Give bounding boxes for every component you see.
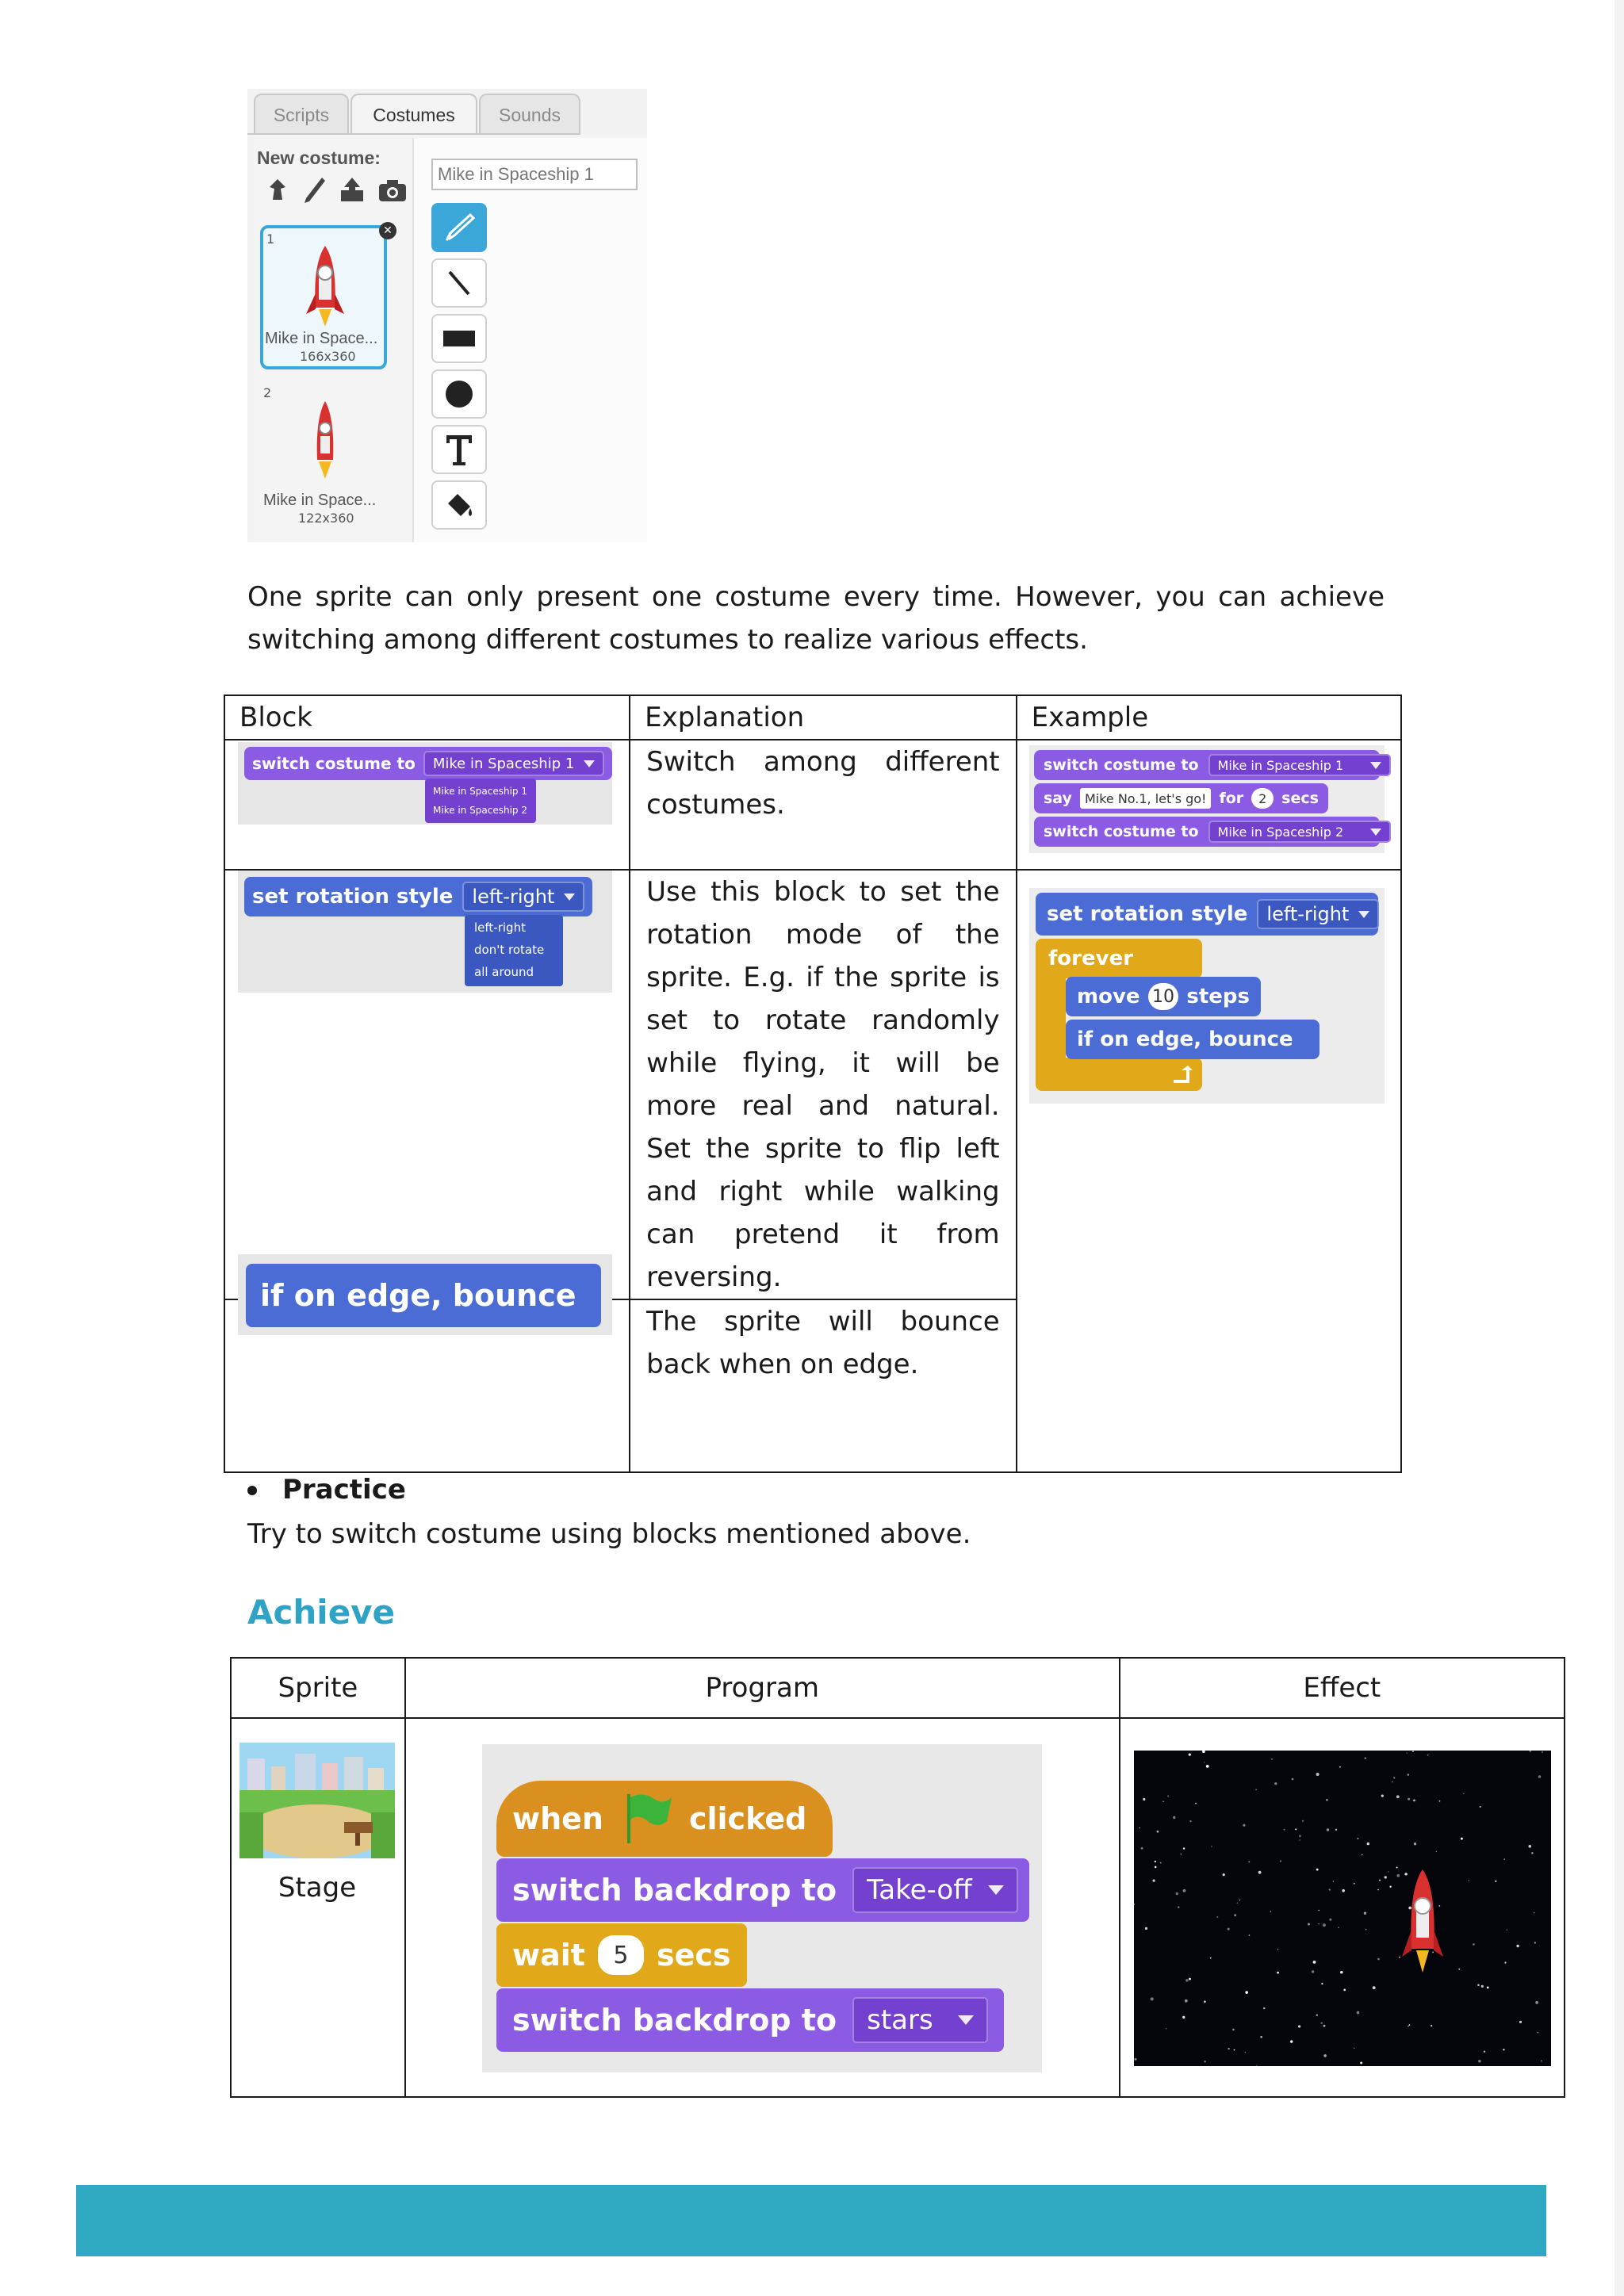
star: [1340, 1971, 1342, 1973]
star: [1139, 1827, 1140, 1829]
star: [1210, 1957, 1212, 1959]
backdrop-dropdown[interactable]: [852, 1997, 988, 2043]
column-header-block: Block: [224, 695, 630, 740]
costume-dropdown[interactable]: [423, 751, 604, 776]
when-flag-clicked-block[interactable]: [496, 1781, 833, 1857]
star: [1427, 1755, 1429, 1756]
star: [1271, 1758, 1272, 1759]
effect-stage-image: [1134, 1751, 1551, 2066]
block-text: switch costume to: [1044, 756, 1199, 774]
star: [1302, 1820, 1304, 1822]
block-text: set rotation style: [252, 885, 454, 909]
costume-menu: [425, 779, 536, 823]
star: [1204, 2061, 1205, 2062]
star: [1155, 1861, 1156, 1862]
loop-arrow-icon: [1170, 1064, 1194, 1085]
block-text: forever: [1048, 947, 1134, 970]
block-text: set rotation style: [1047, 902, 1248, 926]
star: [1458, 1969, 1460, 1970]
star: [1135, 2058, 1137, 2061]
star: [1263, 2007, 1265, 2009]
ellipse-icon: [443, 378, 475, 410]
star: [1329, 1919, 1331, 1921]
costume-size: 122x360: [298, 511, 354, 526]
camera-icon[interactable]: [377, 176, 408, 205]
move-steps-block[interactable]: [1066, 977, 1261, 1016]
star: [1183, 1847, 1185, 1849]
star: [1299, 1835, 1301, 1837]
star: [1438, 1905, 1440, 1907]
menu-item[interactable]: all around: [474, 965, 534, 979]
star: [1204, 2000, 1206, 2003]
star: [1228, 1928, 1230, 1931]
example-costume-script: [1029, 745, 1385, 853]
page-edge: [1614, 0, 1624, 2296]
steps-label: steps: [1186, 985, 1250, 1008]
star: [1316, 2015, 1318, 2016]
star: [1338, 1927, 1339, 1928]
star: [1274, 1782, 1277, 1785]
star: [1185, 1999, 1188, 2003]
star: [1185, 1979, 1189, 1982]
star: [1365, 1929, 1367, 1931]
star: [1189, 1820, 1191, 1822]
star: [1503, 2049, 1504, 2050]
costume-number: 2: [263, 385, 272, 400]
star: [1478, 2060, 1480, 2062]
star: [1365, 1758, 1366, 1759]
star: [1155, 1866, 1157, 1869]
star: [1381, 1795, 1384, 1797]
when-label: when: [512, 1801, 603, 1836]
chevron-down-icon: [1358, 911, 1369, 918]
paint-brush-icon[interactable]: [303, 176, 327, 205]
star: [1182, 2016, 1185, 2019]
star: [1531, 1852, 1533, 1854]
switch-costume-block[interactable]: [1034, 750, 1380, 780]
star: [1408, 1774, 1410, 1776]
star: [1176, 1892, 1178, 1895]
star: [1258, 1871, 1262, 1874]
star: [1321, 2022, 1323, 2024]
star: [1519, 2021, 1522, 2023]
costume-number: 1: [266, 232, 275, 247]
block-text: switch backdrop to: [512, 2003, 837, 2038]
star: [1408, 2024, 1410, 2026]
star: [1357, 1838, 1358, 1839]
star: [1439, 1800, 1441, 1802]
clicked-label: clicked: [688, 1801, 807, 1836]
star: [1436, 1851, 1437, 1852]
star: [1260, 2036, 1262, 2038]
say-for-secs-block[interactable]: [1034, 783, 1328, 813]
dropdown-value: left-right: [472, 886, 555, 908]
star: [1298, 2025, 1300, 2027]
star: [1408, 1907, 1411, 1910]
star: [1206, 1765, 1209, 1768]
menu-item[interactable]: don't rotate: [474, 943, 545, 957]
footer-bar: [76, 2185, 1546, 2256]
star: [1284, 1829, 1285, 1831]
wait-secs-block[interactable]: [496, 1923, 747, 1987]
green-flag-icon: [619, 1791, 673, 1846]
new-costume-tools: [263, 176, 408, 205]
star: [1339, 1766, 1341, 1768]
costume-name: Mike in Space...: [263, 492, 377, 509]
costume-name-input[interactable]: Mike in Spaceship 1: [431, 159, 638, 190]
star: [1280, 1861, 1281, 1862]
costume-thumbnail-1[interactable]: [260, 225, 387, 369]
fill-tool[interactable]: [431, 480, 487, 530]
star: [1321, 1983, 1323, 1984]
stage-thumbnail: [239, 1743, 395, 1858]
forever-block-arm: [1036, 977, 1066, 1059]
star: [1141, 1847, 1143, 1850]
star: [1360, 2062, 1362, 2064]
practice-title: Practice: [282, 1474, 406, 1506]
star: [1223, 1873, 1225, 1876]
star: [1481, 1985, 1484, 1988]
star: [1529, 1845, 1532, 1848]
star: [1313, 1961, 1316, 1964]
chevron-down-icon: [1370, 828, 1381, 836]
star: [1504, 1961, 1506, 1963]
wait-input[interactable]: 5: [598, 1935, 644, 1975]
costume-editor-screenshot: [247, 89, 647, 542]
star: [1407, 1753, 1408, 1754]
column-header-example: Example: [1017, 695, 1401, 740]
ellipse-tool[interactable]: [431, 369, 487, 419]
star: [1538, 1775, 1542, 1778]
star: [1342, 1889, 1345, 1892]
star: [1408, 2026, 1409, 2027]
for-label: for: [1219, 790, 1244, 807]
chevron-down-icon: [564, 894, 575, 901]
costume-name: Mike in Space...: [265, 330, 378, 347]
star: [1216, 1916, 1218, 1918]
star: [1316, 1773, 1320, 1776]
star: [1255, 1789, 1257, 1790]
switch-costume-block-image: [238, 742, 612, 825]
block-text: if on edge, bounce: [1077, 1027, 1293, 1051]
star: [1487, 1987, 1489, 1989]
star: [1326, 1799, 1328, 1801]
star: [1145, 1927, 1147, 1930]
set-rotation-style-block[interactable]: [1036, 893, 1378, 936]
costume-dropdown[interactable]: [1208, 754, 1392, 776]
star: [1354, 1883, 1355, 1885]
secs-label: secs: [1281, 790, 1319, 807]
star: [1228, 2048, 1230, 2049]
dropdown-value: stars: [867, 2004, 933, 2036]
tab-costumes[interactable]: Costumes: [350, 94, 477, 135]
rocket-icon: [309, 400, 341, 482]
chevron-down-icon: [1370, 762, 1381, 769]
star: [1256, 2065, 1257, 2066]
star: [1480, 1806, 1481, 1808]
star: [1323, 2054, 1327, 2057]
if-on-edge-bounce-block[interactable]: [246, 1264, 601, 1327]
paint-bucket-icon: [443, 489, 475, 521]
star: [1373, 1986, 1376, 1989]
column-header-program: Program: [405, 1658, 1120, 1718]
star: [1404, 1873, 1407, 1875]
program-script-image: [482, 1744, 1042, 2072]
dropdown-value: Take-off: [867, 1874, 972, 1906]
menu-item[interactable]: Mike in Spaceship 1: [433, 786, 527, 797]
achieve-heading: Achieve: [247, 1593, 396, 1632]
text-icon: [443, 432, 475, 467]
star: [1290, 2040, 1293, 2042]
column-header-explanation: Explanation: [630, 695, 1016, 740]
rectangle-icon: [442, 323, 477, 354]
switch-backdrop-block[interactable]: [496, 1858, 1029, 1922]
switch-costume-block[interactable]: [1034, 817, 1380, 847]
star: [1484, 2051, 1485, 2053]
star: [1461, 1838, 1463, 1840]
upload-icon[interactable]: [338, 176, 366, 205]
star: [1534, 1942, 1536, 1943]
star: [1343, 1989, 1346, 1992]
star: [1153, 1880, 1155, 1882]
text-tool[interactable]: [431, 425, 487, 474]
star: [1143, 1798, 1145, 1800]
chevron-down-icon: [988, 1885, 1004, 1895]
star: [1323, 1923, 1326, 1927]
star: [1335, 1829, 1337, 1831]
explanation-cell: The sprite will bounce back when on edge.: [630, 1299, 1016, 1472]
star: [1248, 1861, 1250, 1862]
star: [1377, 1958, 1380, 1961]
column-header-effect: Effect: [1120, 1658, 1565, 1718]
switch-costume-block[interactable]: [244, 747, 612, 780]
star: [1234, 1914, 1236, 1916]
steps-input[interactable]: 10: [1148, 983, 1179, 1010]
star: [1237, 1903, 1238, 1904]
line-tool[interactable]: [431, 258, 487, 308]
if-on-edge-bounce-block-image: [238, 1254, 612, 1335]
star: [1399, 1957, 1400, 1958]
line-icon: [443, 267, 475, 299]
star: [1295, 1828, 1297, 1830]
rectangle-tool[interactable]: [431, 314, 487, 363]
wait-label: wait: [512, 1938, 585, 1973]
brush-icon: [443, 212, 475, 243]
star: [1414, 1843, 1416, 1845]
practice-text: Try to switch costume using blocks mentioned above.: [247, 1518, 971, 1550]
star: [1477, 1984, 1480, 1987]
star: [1432, 1951, 1434, 1953]
star: [1173, 1816, 1175, 1819]
costume-dropdown[interactable]: [1208, 821, 1392, 843]
star: [1495, 1881, 1496, 1882]
star: [1183, 1889, 1186, 1892]
star: [1318, 1910, 1319, 1911]
star: [1195, 1803, 1197, 1804]
column-header-sprite: Sprite: [231, 1658, 405, 1718]
explanation-cell: Switch among different costumes.: [630, 740, 1016, 870]
bullet-icon: [247, 1486, 257, 1495]
star: [1362, 1854, 1363, 1856]
star: [1323, 2025, 1326, 2027]
star: [1377, 1889, 1378, 1890]
set-rotation-style-block[interactable]: [244, 877, 592, 916]
block-text: switch costume to: [1044, 823, 1199, 840]
forever-block[interactable]: [1036, 939, 1202, 978]
star: [1396, 1867, 1398, 1869]
star: [1389, 1886, 1391, 1888]
chevron-down-icon: [958, 2015, 974, 2025]
star: [1292, 1778, 1294, 1781]
menu-item[interactable]: left-right: [474, 920, 526, 935]
tab-sounds[interactable]: Sounds: [479, 94, 580, 135]
star: [1535, 2001, 1538, 2004]
explanation-cell: Use this block to set the rotation mode of the sprite. E.g. if the sprite is set to rotate randomly while flying, it will be more real and natural. Set the sprite to flip left and right while walking can pretend it from reversing.: [630, 870, 1016, 1299]
star: [1245, 2052, 1246, 2053]
star: [1412, 1751, 1414, 1752]
star: [1473, 1943, 1475, 1946]
say-label: say: [1044, 790, 1072, 807]
star: [1431, 2025, 1432, 2026]
star: [1364, 1912, 1366, 1915]
dropdown-value: left-right: [1266, 903, 1350, 925]
star: [1319, 1923, 1320, 1924]
star: [1367, 1843, 1369, 1845]
star: [1308, 1923, 1310, 1926]
star: [1151, 1997, 1154, 2000]
star: [1167, 1796, 1169, 1797]
star: [1541, 2061, 1542, 2062]
set-rotation-style-block-image: [238, 871, 612, 993]
costume-size: 166x360: [300, 349, 356, 364]
star: [1327, 1828, 1329, 1831]
dropdown-value: Mike in Spaceship 1: [432, 755, 575, 772]
stage-label: Stage: [278, 1872, 357, 1904]
switch-backdrop-block[interactable]: [496, 1988, 1004, 2052]
star: [1189, 1978, 1191, 1980]
block-text: switch costume to: [252, 754, 416, 773]
rotation-dropdown[interactable]: [1257, 899, 1379, 929]
secs-label: secs: [656, 1938, 731, 1973]
tab-scripts[interactable]: Scripts: [254, 94, 349, 135]
star: [1189, 1754, 1191, 1756]
star: [1277, 1949, 1278, 1950]
example-rotation-script: [1029, 888, 1385, 1104]
backdrop-dropdown[interactable]: [852, 1867, 1018, 1913]
star: [1408, 1798, 1410, 1800]
secs-input[interactable]: 2: [1251, 788, 1274, 809]
star: [1249, 1934, 1251, 1936]
star: [1316, 1869, 1319, 1871]
star: [1463, 1793, 1465, 1795]
star: [1243, 1824, 1245, 1827]
star: [1385, 1876, 1387, 1878]
intro-paragraph: One sprite can only present one costume every time. However, you can achieve switching among different costumes to realize various effects.: [247, 581, 1385, 656]
star: [1234, 2049, 1235, 2051]
say-message-input[interactable]: Mike No.1, let's go!: [1080, 788, 1212, 809]
star: [1162, 1801, 1163, 1802]
star: [1397, 1874, 1400, 1877]
star: [1157, 1831, 1159, 1833]
new-costume-label: New costume:: [257, 147, 381, 168]
menu-item[interactable]: Mike in Spaceship 2: [433, 805, 527, 816]
star: [1329, 1888, 1331, 1890]
star: [1232, 2029, 1235, 2031]
brush-tool[interactable]: [431, 203, 487, 252]
rocket-icon: [303, 244, 347, 331]
star: [1357, 2011, 1360, 2015]
star: [1393, 1777, 1395, 1778]
chevron-down-icon: [584, 760, 595, 767]
rotation-menu: [465, 915, 563, 986]
star: [1245, 1991, 1248, 1994]
block-text: switch backdrop to: [512, 1873, 837, 1908]
forever-block-bottom: [1036, 1058, 1202, 1091]
star: [1312, 1970, 1314, 1973]
star: [1396, 1795, 1400, 1798]
star: [1537, 2032, 1538, 2034]
star: [1160, 1862, 1162, 1864]
dropdown-value: Mike in Spaceship 1: [1217, 757, 1344, 773]
star: [1277, 1972, 1279, 1974]
dropdown-value: Mike in Spaceship 2: [1217, 824, 1344, 840]
star: [1503, 1858, 1505, 1860]
star: [1413, 1800, 1415, 1802]
star: [1516, 1945, 1519, 1947]
star: [1379, 1880, 1381, 1881]
delete-costume-icon[interactable]: ✕: [379, 222, 396, 239]
choose-costume-icon[interactable]: [263, 176, 292, 205]
move-label: move: [1077, 985, 1140, 1008]
rotation-dropdown[interactable]: [462, 882, 584, 912]
star: [1178, 1906, 1179, 1908]
block-text: if on edge, bounce: [260, 1278, 576, 1313]
if-on-edge-bounce-block[interactable]: [1066, 1020, 1320, 1059]
